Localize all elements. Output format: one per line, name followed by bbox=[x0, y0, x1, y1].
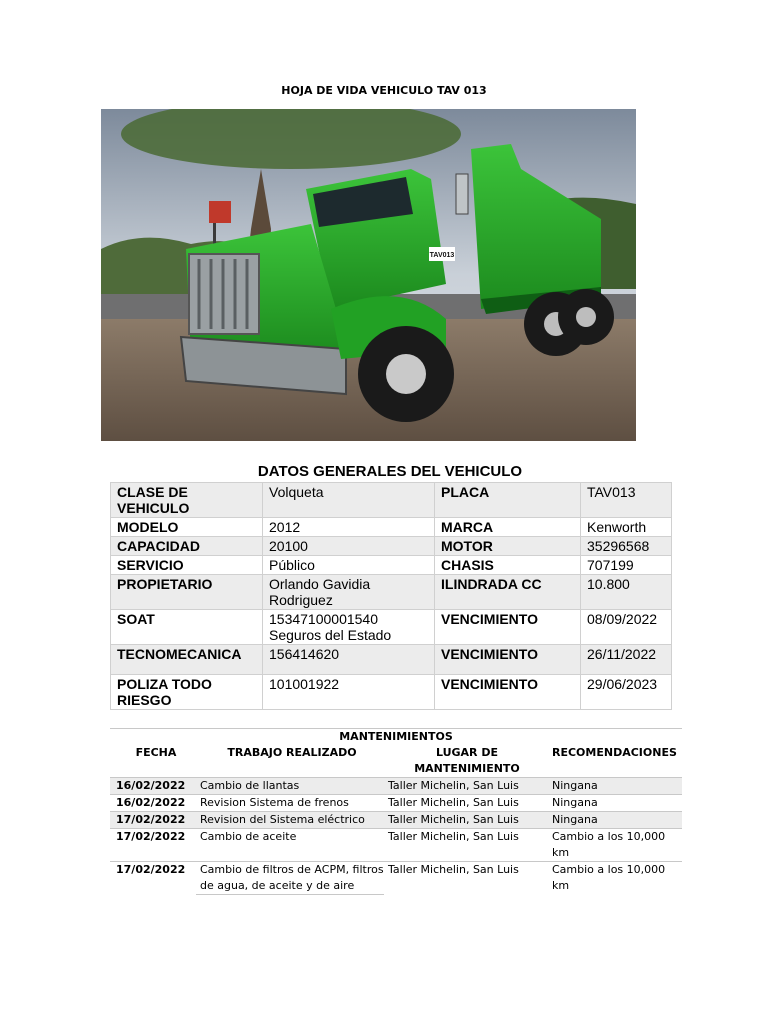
table-row bbox=[111, 537, 672, 556]
value-cell: 156414620 bbox=[263, 645, 435, 675]
value-cell: 29/06/2023 bbox=[581, 675, 672, 710]
document-title: HOJA DE VIDA VEHICULO TAV 013 bbox=[281, 84, 487, 97]
value-cell: 15347100001540 Seguros del Estado bbox=[263, 610, 435, 645]
cell-lugar: Taller Michelin, San Luis bbox=[388, 796, 519, 809]
cell-fecha: 16/02/2022 bbox=[116, 796, 186, 809]
label-cell: CAPACIDAD bbox=[111, 537, 263, 556]
value-cell: 2012 bbox=[263, 518, 435, 537]
cell-recomendacion: Ningana bbox=[552, 813, 598, 826]
cell-trabajo: Revision Sistema de frenos bbox=[200, 796, 349, 809]
cell-lugar: Taller Michelin, San Luis bbox=[388, 863, 519, 876]
label-cell: ILINDRADA CC bbox=[435, 575, 581, 610]
cell-fecha: 17/02/2022 bbox=[116, 830, 186, 843]
mantenimientos-table bbox=[110, 728, 682, 895]
mantenimientos-title: MANTENIMIENTOS bbox=[110, 728, 682, 745]
label-cell: TECNOMECANICA bbox=[111, 645, 263, 675]
datos-generales-title: DATOS GENERALES DEL VEHICULO bbox=[257, 463, 523, 480]
label-cell: CLASE DE VEHICULO bbox=[111, 483, 263, 518]
label-cell: VENCIMIENTO bbox=[435, 675, 581, 710]
header-recomendaciones: RECOMENDACIONES bbox=[552, 746, 677, 759]
cell-fecha: 16/02/2022 bbox=[116, 779, 186, 792]
label-cell: SERVICIO bbox=[111, 556, 263, 575]
cell-fecha: 17/02/2022 bbox=[116, 863, 186, 876]
cell-recomendacion: Ningana bbox=[552, 796, 598, 809]
value-cell: Volqueta bbox=[263, 483, 435, 518]
value-cell: Kenworth bbox=[581, 518, 672, 537]
table-row bbox=[110, 795, 682, 812]
table-header-row bbox=[110, 745, 682, 778]
value-cell: 26/11/2022 bbox=[581, 645, 672, 675]
cell-recomendacion: Cambio a los 10,000 km bbox=[552, 830, 666, 859]
value-cell: 707199 bbox=[581, 556, 672, 575]
table-row bbox=[110, 862, 682, 895]
table-row bbox=[111, 610, 672, 645]
truck-plate-text: TAV013 bbox=[429, 252, 455, 259]
value-cell: Público bbox=[263, 556, 435, 575]
label-cell: PLACA bbox=[435, 483, 581, 518]
cell-lugar: Taller Michelin, San Luis bbox=[388, 830, 519, 843]
table-row bbox=[110, 778, 682, 795]
table-row bbox=[111, 518, 672, 537]
label-cell: VENCIMIENTO bbox=[435, 645, 581, 675]
value-cell: 20100 bbox=[263, 537, 435, 556]
cell-lugar: Taller Michelin, San Luis bbox=[388, 779, 519, 792]
cell-trabajo: Cambio de aceite bbox=[200, 830, 297, 843]
label-cell: VENCIMIENTO bbox=[435, 610, 581, 645]
value-cell: 10.800 bbox=[581, 575, 672, 610]
value-cell: 08/09/2022 bbox=[581, 610, 672, 645]
value-cell: Orlando Gavidia Rodriguez bbox=[263, 575, 435, 610]
cell-trabajo: Revision del Sistema eléctrico bbox=[200, 813, 365, 826]
cell-trabajo: Cambio de filtros de ACPM, filtros de agua, de aceite y de aire bbox=[196, 862, 384, 895]
cell-lugar: Taller Michelin, San Luis bbox=[388, 813, 519, 826]
header-fecha: FECHA bbox=[135, 746, 177, 759]
value-cell: TAV013 bbox=[581, 483, 672, 518]
header-trabajo: TRABAJO REALIZADO bbox=[227, 746, 357, 759]
truck-photo bbox=[101, 109, 636, 441]
table-row bbox=[110, 812, 682, 829]
cell-fecha: 17/02/2022 bbox=[116, 813, 186, 826]
label-cell: SOAT bbox=[111, 610, 263, 645]
label-cell: MOTOR bbox=[435, 537, 581, 556]
label-cell: MODELO bbox=[111, 518, 263, 537]
label-cell: POLIZA TODO RIESGO bbox=[111, 675, 263, 710]
label-cell: PROPIETARIO bbox=[111, 575, 263, 610]
header-lugar: LUGAR DE MANTENIMIENTO bbox=[414, 746, 520, 775]
cell-recomendacion: Cambio a los 10,000 km bbox=[552, 863, 666, 892]
value-cell: 101001922 bbox=[263, 675, 435, 710]
table-row bbox=[111, 675, 672, 710]
table-row bbox=[111, 575, 672, 610]
table-row bbox=[111, 645, 672, 675]
table-row bbox=[111, 483, 672, 518]
label-cell: MARCA bbox=[435, 518, 581, 537]
label-cell: CHASIS bbox=[435, 556, 581, 575]
cell-recomendacion: Ningana bbox=[552, 779, 598, 792]
table-row bbox=[111, 556, 672, 575]
value-cell: 35296568 bbox=[581, 537, 672, 556]
datos-generales-table bbox=[110, 482, 672, 710]
table-row bbox=[110, 829, 682, 862]
cell-trabajo: Cambio de llantas bbox=[200, 779, 300, 792]
